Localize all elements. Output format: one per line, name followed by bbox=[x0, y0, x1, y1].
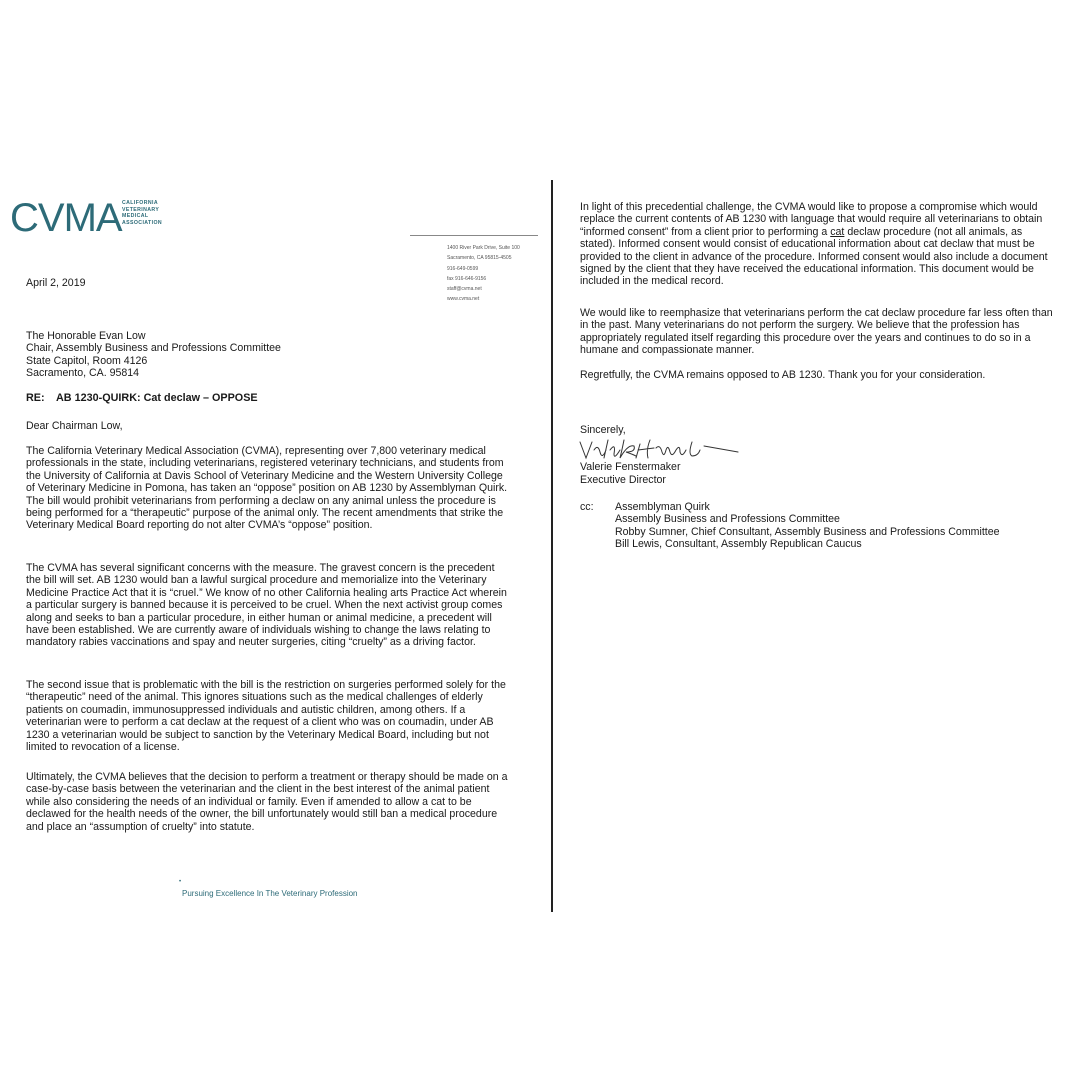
logo-subtitle bbox=[122, 200, 192, 226]
logo-sub-line: CALIFORNIA bbox=[122, 200, 158, 206]
letter-date: April 2, 2019 bbox=[26, 277, 86, 289]
closing: Sincerely, bbox=[580, 424, 626, 436]
paragraph-text: declaw procedure (not all animals, as stated). Informed consent would consist of educational information about cat declaw that must be provided to the client in advance of the procedure. Informed consent would also include a document signed by the client that they have received the educational information. This document would be included in the medical record. bbox=[580, 225, 1048, 288]
logo-sub-line: ASSOCIATION bbox=[122, 219, 163, 226]
paragraph-text: In light of this precedential challenge, the CVMA would like to propose a compromise which would replace the current contents of AB 1230 with language that would require all veterinarians to obtain “informed consent” from a client prior to performing a bbox=[580, 201, 1043, 238]
body-paragraph: Regretfully, the CVMA remains opposed to AB 1230. Thank you for your consideration. bbox=[580, 369, 986, 381]
cc-recipient: Assemblyman Quirk bbox=[615, 501, 710, 513]
footer-bullet: • bbox=[179, 879, 182, 885]
letterhead-address bbox=[447, 243, 547, 305]
subject-text: AB 1230-QUIRK: Cat declaw – OPPOSE bbox=[56, 392, 258, 404]
recipient-line: Sacramento, CA. 95814 bbox=[26, 367, 140, 380]
address-line: Sacramento, CA 95815-4505 bbox=[447, 255, 512, 262]
body-paragraph: We would like to reemphasize that veterinarians perform the cat declaw procedure far less often than in the past. Many veterinarians do not perform the surgery. We believe that the profession has appropriately regulated itself regarding this procedure over the years and continues to do so in a humane and compassionate manner. bbox=[580, 307, 1053, 357]
address-line: staff@cvma.net bbox=[447, 286, 482, 293]
letter-page-2 bbox=[552, 0, 1080, 1080]
logo-sub-line: MEDICAL bbox=[122, 213, 149, 220]
cc-label: cc: bbox=[580, 501, 594, 513]
address-divider bbox=[410, 235, 538, 236]
signer-name: Valerie Fenstermaker bbox=[580, 461, 681, 473]
recipient-line: State Capitol, Room 4126 bbox=[26, 354, 148, 367]
underlined-word: cat bbox=[830, 225, 845, 238]
subject-line bbox=[26, 392, 258, 404]
cc-list bbox=[615, 501, 1000, 551]
body-paragraph: The California Veterinary Medical Association (CVMA), representing over 7,800 veterinary medical professionals in the state, including veterinarians, registered veterinary technicians, and students from the University of California at Davis School of Veterinary Medicine and the Western University College of Veterinary Medicine in Pomona, has taken an “oppose” position on AB 1230 by Assemblyman Quirk. The bill would prohibit veterinarians from performing a declaw on any animal unless the procedure is being performed for a “therapeutic” purpose of the animal only. The recent amendments that strike the Veterinary Medical Board reporting do not alter CVMA’s “oppose” position. bbox=[26, 445, 508, 532]
body-paragraph: The CVMA has several significant concerns with the measure. The gravest concern is the precedent the bill will set. AB 1230 would ban a lawful surgical procedure and memorialize into the Veterinary Medicine Practice Act that it is “cruel.” We know of no other California healing arts Practice Act wherein a particular surgery is banned because it is perceived to be cruel. When the next activist group comes along and seeks to ban a particular procedure, in either human or animal medicine, a precedent will have been established. We are currently aware of individuals wishing to change the laws relating to mandatory rabies vaccinations and spay and neuter surgeries, citing “cruelty” as a driving factor. bbox=[26, 562, 507, 649]
cc-recipient: Robby Sumner, Chief Consultant, Assembly Business and Professions Committee bbox=[615, 525, 1000, 538]
cc-recipient: Assembly Business and Professions Committee bbox=[615, 513, 840, 526]
letterhead-footer: Pursuing Excellence In The Veterinary Profession bbox=[182, 889, 358, 898]
body-paragraph bbox=[580, 201, 1058, 288]
body-paragraph: The second issue that is problematic with the bill is the restriction on surgeries performed solely for the “therapeutic” need of the animal. This ignores situations such as the medical challenges of elderly patients on coumadin, immunosuppressed individuals and autistic children, among others. If a veterinarian were to perform a cat declaw at the request of a client who was on coumadin, under AB 1230 a veterinarian would be subject to sanction by the Veterinary Medical Board, including but not limited to revocation of a license. bbox=[26, 679, 506, 754]
address-line: 1400 River Park Drive, Suite 100 bbox=[447, 245, 520, 251]
body-paragraph: Ultimately, the CVMA believes that the decision to perform a treatment or therapy should be made on a case-by-case basis between the veterinarian and the client in the best interest of the animal patient while also considering the needs of an individual or family. Even if amended to allow a cat to be declawed for the health needs of the owner, the bill unfortunately would still ban a medical procedure and place an “assumption of cruelty” into statute. bbox=[26, 771, 508, 833]
salutation: Dear Chairman Low, bbox=[26, 420, 123, 432]
subject-label: RE: bbox=[26, 392, 45, 404]
address-line: fax 916-646-9156 bbox=[447, 275, 487, 282]
recipient-line: The Honorable Evan Low bbox=[26, 330, 146, 342]
recipient-line: Chair, Assembly Business and Professions Committee bbox=[26, 342, 281, 355]
address-line: 916-649-0599 bbox=[447, 265, 479, 272]
address-line: www.cvma.net bbox=[447, 296, 480, 303]
recipient-block bbox=[26, 330, 281, 380]
logo-mark: CVMA bbox=[10, 196, 122, 240]
logo-sub-line: VETERINARY bbox=[122, 206, 160, 213]
cc-recipient: Bill Lewis, Consultant, Assembly Republican Caucus bbox=[615, 538, 862, 551]
signer-title: Executive Director bbox=[580, 474, 666, 486]
